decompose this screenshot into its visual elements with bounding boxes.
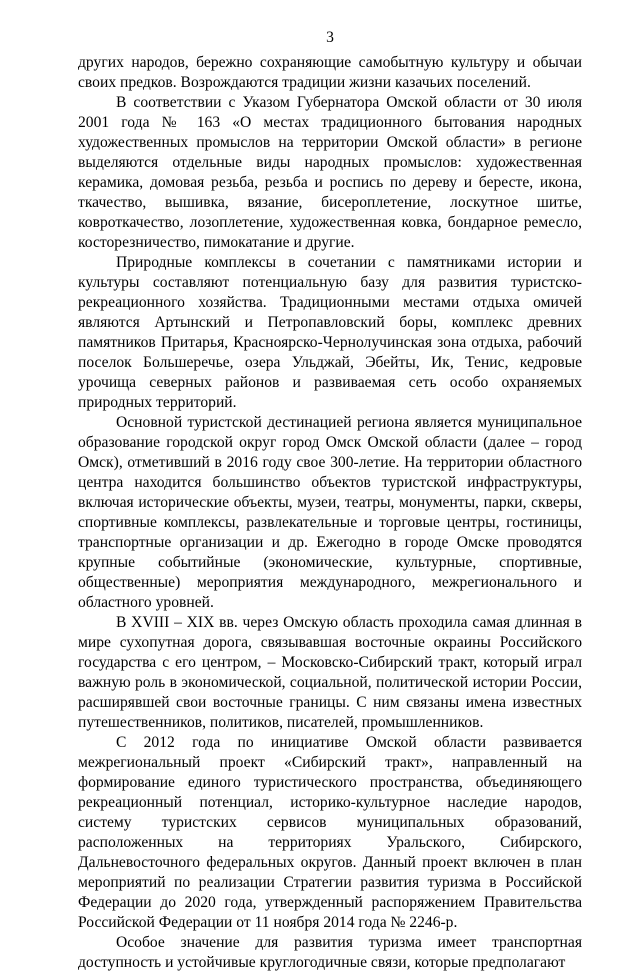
paragraph-transport: Особое значение для развития туризма имеет транспортная доступность и устойчивые круглогодичные связи, которые предполагают: [78, 934, 582, 971]
paragraph-nature: Природные комплексы в сочетании с памятниками истории и культуры составляют потенциальную базу для развития туристско-рекреационного хозяйства. Традиционными местами отдыха омичей являются Артынский и Петропавловский боры, комплекс древних памятников Притарья, Красноярско-Чернолучинская зона отдыха, рабочий поселок Большеречье, озера Ульджай, Эбейты, Ик, Тенис, кедровые урочища северных районов и развиваемая сеть особо охраняемых природных территорий.: [78, 254, 582, 411]
paragraph-omsk-destination: Основной туристской дестинацией региона является муниципальное образование городской округ город Омск Омской области (далее – город Омск), отметивший в 2016 году свое 300-летие. На территории областного центра находится большинство объектов туристской инфраструктуры, включая исторические объекты, музеи, театры, монументы, парки, скверы, спортивные комплексы, развлекательные и торговые центры, гостиницы, транспортные организации и др. Ежегодно в городе Омске проводятся крупные событийные (экономические, культурные, спортивные, общественные) мероприятия международного, межрегионального и областного уровней.: [78, 414, 582, 611]
paragraph-continuation: других народов, бережно сохраняющие самобытную культуру и обычаи своих предков. Возрождаются традиции жизни казачьих поселений.: [78, 54, 582, 91]
page-number: 3: [326, 29, 334, 46]
paragraph-siberian-road: В XVIII – XIX вв. через Омскую область проходила самая длинная в мире сухопутная дорога, связывавшая восточные окраины Российского государства с его центром, – Московско-Сибирский тракт, который играл важную роль в экономической, социальной, политической истории России, расширявшей свои восточные границы. С ним связаны имена известных путешественников, политиков, писателей, промышленников.: [78, 614, 582, 731]
paragraph-siberian-tract-project: С 2012 года по инициативе Омской области развивается межрегиональный проект «Сибирский тракт», направленный на формирование единого туристического пространства, объединяющего рекреационный потенциал, историко-культурное наследие народов, систему туристских сервисов муниципальных образований, расположенных на территориях Уральского, Сибирского, Дальневосточного федеральных округов. Данный проект включен в план мероприятий по реализации Стратегии развития туризма в Российской Федерации до 2020 года, утвержденный распоряжением Правительства Российской Федерации от 11 ноября 2014 года № 2246-р.: [78, 734, 582, 931]
document-page: [78, 28, 582, 973]
paragraph-crafts: В соответствии с Указом Губернатора Омской области от 30 июля 2001 года № 163 «О местах традиционного бытования народных художественных промыслов на территории Омской области» в регионе выделяются отдельные виды народных промыслов: художественная керамика, домовая резьба, резьба и роспись по дереву и бересте, икона, ткачество, вышивка, вязание, бисероплетение, лоскутное шитье, ковроткачество, лозоплетение, художественная ковка, бондарное ремесло, косторезничество, пимокатание и другие.: [78, 94, 582, 251]
